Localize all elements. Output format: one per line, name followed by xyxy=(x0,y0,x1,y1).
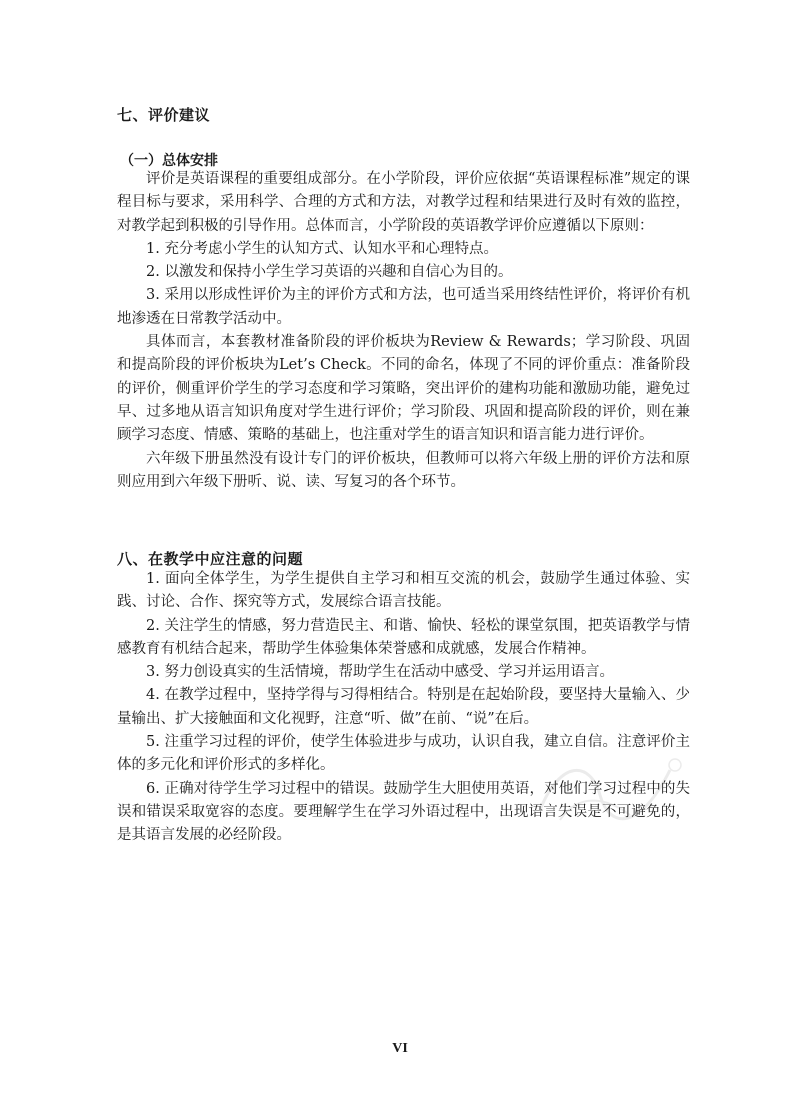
paragraph: 评价是英语课程的重要组成部分。在小学阶段，评价应依据“英语课程标准”规定的课程目标与要求，采用科学、合理的方式和方法，对教学过程和结果进行及时有效的监控，对教学起到积极的引导作用。总体而言，小学阶段的英语教学评价应遵循以下原则： xyxy=(117,171,690,234)
subsection-heading-overall: （一）总体安排 xyxy=(120,153,218,169)
principle-item: 2. 以激发和保持小学生学习英语的兴趣和自信心为目的。 xyxy=(146,264,513,281)
paragraph: 具体而言，本套教材准备阶段的评价板块为Review & Rewards；学习阶段、巩固和提高阶段的评价板块为Let’s Check。不同的命名，体现了不同的评价重点：准备阶段的评价，侧重评价学生的学习态度和学习策略，突出评价的建构功能和激励功能，避免过早、过多地从语言知识角度对学生进行评价；学习阶段、巩固和提高阶段的评价，则在兼顾学习态度、情感、策略的基础上，也注重对学生的语言知识和语言能力进行评价。 xyxy=(117,334,690,444)
principle-item: 3. 采用以形成性评价为主的评价方式和方法，也可适当采用终结性评价，将评价有机地渗透在日常教学活动中。 xyxy=(117,287,690,327)
list-item: 1. 面向全体学生，为学生提供自主学习和相互交流的机会，鼓励学生通过体验、实践、讨论、合作、探究等方式，发展综合语言技能。 xyxy=(117,571,690,611)
principle-item: 1. 充分考虑小学生的认知方式、认知水平和心理特点。 xyxy=(146,240,498,257)
list-item: 3. 努力创设真实的生活情境，帮助学生在活动中感受、学习并运用语言。 xyxy=(146,664,614,681)
section-heading-evaluation: 七、评价建议 xyxy=(117,106,211,124)
section-heading-teaching-notes: 八、在教学中应注意的问题 xyxy=(117,550,304,568)
list-item: 4. 在教学过程中，坚持学得与习得相结合。特别是在起始阶段，要坚持大量输入、少量输出、扩大接触面和文化视野，注意“听、做”在前、“说”在后。 xyxy=(117,687,690,727)
paragraph: 六年级下册虽然没有设计专门的评价板块，但教师可以将六年级上册的评价方法和原则应用到六年级下册听、说、读、写复习的各个环节。 xyxy=(117,450,690,490)
page-number: VI xyxy=(392,1041,408,1056)
list-item: 6. 正确对待学生学习过程中的错误。鼓励学生大胆使用英语，对他们学习过程中的失误和错误采取宽容的态度。要理解学生在学习外语过程中，出现语言失误是不可避免的，是其语言发展的必经阶段。 xyxy=(117,780,690,844)
watermark-logo xyxy=(520,740,690,840)
evaluation-body xyxy=(117,168,690,494)
list-item: 2. 关注学生的情感，努力营造民主、和谐、愉快、轻松的课堂氛围，把英语教学与情感教育有机结合起来，帮助学生体验集体荣誉感和成就感，发展合作精神。 xyxy=(117,617,690,657)
list-item: 5. 注重学习过程的评价，使学生体验进步与成功，认识自我，建立自信。注意评价主体的多元化和评价形式的多样化。 xyxy=(117,734,690,774)
